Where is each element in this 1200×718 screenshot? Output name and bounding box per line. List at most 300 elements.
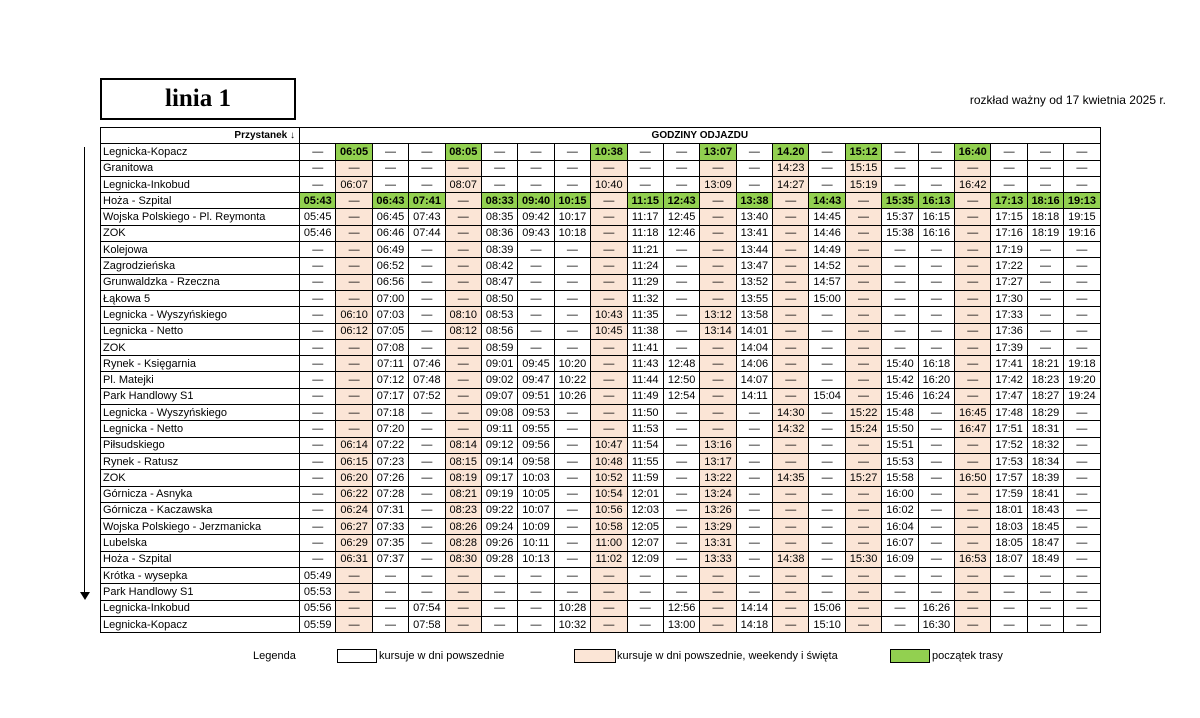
departure-time: 09:14 — [481, 453, 517, 469]
departure-time: — — [554, 551, 590, 567]
table-row — [101, 551, 1101, 567]
departure-time: 10:18 — [554, 225, 590, 241]
table-row — [101, 372, 1101, 388]
departure-time: 06:46 — [372, 225, 408, 241]
departure-time: — — [1064, 290, 1100, 306]
departure-time: 16:09 — [882, 551, 918, 567]
departure-time: 18:39 — [1027, 470, 1063, 486]
departure-time: — — [1027, 290, 1063, 306]
departure-time: — — [554, 437, 590, 453]
departure-time: 11:35 — [627, 307, 663, 323]
departure-time: 10:38 — [591, 144, 627, 160]
departure-time: — — [300, 323, 336, 339]
departure-time: — — [845, 290, 881, 306]
departure-time: 05:49 — [300, 568, 336, 584]
departure-time: — — [591, 290, 627, 306]
departure-time: 15:00 — [809, 290, 845, 306]
departure-time: — — [518, 274, 554, 290]
departure-time: — — [918, 258, 954, 274]
departure-time: — — [591, 356, 627, 372]
departure-time: — — [591, 372, 627, 388]
departure-time: 10:54 — [591, 486, 627, 502]
departure-time: — — [372, 176, 408, 192]
table-row — [101, 290, 1101, 306]
departure-time: — — [736, 160, 772, 176]
departure-time: 09:43 — [518, 225, 554, 241]
departure-time: 18:34 — [1027, 453, 1063, 469]
departure-time: — — [918, 502, 954, 518]
departure-time: 14:11 — [736, 388, 772, 404]
departure-time: — — [882, 307, 918, 323]
departure-time: — — [663, 307, 699, 323]
departure-time: — — [409, 323, 445, 339]
departure-time: — — [300, 144, 336, 160]
departure-time: 18:32 — [1027, 437, 1063, 453]
departure-time: 14:04 — [736, 339, 772, 355]
departure-time: — — [845, 193, 881, 209]
departure-time: 19:13 — [1064, 193, 1100, 209]
departure-time: — — [663, 502, 699, 518]
departure-time: 14:52 — [809, 258, 845, 274]
departure-time: — — [773, 437, 809, 453]
stop-name: Legnicka-Kopacz — [101, 616, 300, 632]
departure-time: 18:21 — [1027, 356, 1063, 372]
departure-time: — — [663, 453, 699, 469]
departure-time: — — [845, 307, 881, 323]
departure-time: 17:15 — [991, 209, 1027, 225]
departure-time: — — [955, 209, 991, 225]
departure-time: — — [700, 421, 736, 437]
departure-time: 18:47 — [1027, 535, 1063, 551]
departure-time: — — [882, 258, 918, 274]
departure-time: — — [663, 144, 699, 160]
departure-time: — — [300, 176, 336, 192]
departure-time: — — [1064, 144, 1100, 160]
departure-time: 08:05 — [445, 144, 481, 160]
departure-time: — — [1064, 274, 1100, 290]
departure-time: — — [700, 356, 736, 372]
departure-time: — — [409, 258, 445, 274]
departure-time: 13:58 — [736, 307, 772, 323]
departure-time: — — [409, 486, 445, 502]
departure-time: — — [882, 176, 918, 192]
departure-time: 15:40 — [882, 356, 918, 372]
legend-route-start-swatch — [890, 649, 930, 663]
departure-time: — — [1027, 616, 1063, 632]
departure-time: — — [445, 600, 481, 616]
departure-time: — — [445, 193, 481, 209]
departure-time: — — [700, 372, 736, 388]
departure-time: 15:30 — [845, 551, 881, 567]
departure-time: 18:07 — [991, 551, 1027, 567]
departure-time: 06:31 — [336, 551, 372, 567]
departure-time: 14:14 — [736, 600, 772, 616]
departure-time: — — [409, 470, 445, 486]
departure-time: 10:09 — [518, 519, 554, 535]
departure-time: — — [809, 339, 845, 355]
validity-date: rozkład ważny od 17 kwietnia 2025 r. — [969, 93, 1166, 107]
departure-time: — — [409, 535, 445, 551]
departure-time: 06:12 — [336, 323, 372, 339]
departure-time: — — [918, 421, 954, 437]
departure-time: 16:42 — [955, 176, 991, 192]
departure-time: — — [409, 160, 445, 176]
departure-time: 08:33 — [481, 193, 517, 209]
departure-time: — — [773, 209, 809, 225]
departure-time: 09:47 — [518, 372, 554, 388]
direction-arrow-icon — [80, 592, 90, 600]
departure-time: 12:45 — [663, 209, 699, 225]
departure-time: 17:52 — [991, 437, 1027, 453]
stop-name: Wojska Polskiego - Jerzmanicka — [101, 519, 300, 535]
departure-time: 13:26 — [700, 502, 736, 518]
departure-time: — — [300, 307, 336, 323]
departure-time: — — [554, 323, 590, 339]
departure-time: — — [773, 502, 809, 518]
stop-name: Grunwaldzka - Rzeczna — [101, 274, 300, 290]
departure-time: — — [300, 258, 336, 274]
departure-time: — — [700, 258, 736, 274]
departure-time: — — [300, 486, 336, 502]
table-row — [101, 405, 1101, 421]
departure-time: 08:07 — [445, 176, 481, 192]
departure-time: — — [372, 584, 408, 600]
departure-time: — — [518, 144, 554, 160]
departure-time: — — [700, 568, 736, 584]
departure-time: 07:41 — [409, 193, 445, 209]
departure-time: 12:05 — [627, 519, 663, 535]
departure-time: — — [809, 568, 845, 584]
departure-time: 18:18 — [1027, 209, 1063, 225]
departure-time: — — [336, 421, 372, 437]
departure-time: — — [409, 144, 445, 160]
departure-time: 14:38 — [773, 551, 809, 567]
departure-time: — — [1064, 551, 1100, 567]
departure-time: 15:51 — [882, 437, 918, 453]
departure-time: — — [991, 584, 1027, 600]
departure-time: 14:18 — [736, 616, 772, 632]
departure-time: — — [773, 519, 809, 535]
departure-time: — — [845, 535, 881, 551]
departure-time: — — [663, 339, 699, 355]
departure-time: — — [336, 600, 372, 616]
departure-time: 15:06 — [809, 600, 845, 616]
departure-time: — — [409, 421, 445, 437]
departure-time: 12:43 — [663, 193, 699, 209]
departure-time: 11:02 — [591, 551, 627, 567]
departure-time: — — [700, 339, 736, 355]
departure-time: 18:19 — [1027, 225, 1063, 241]
departure-time: — — [736, 405, 772, 421]
departure-time: — — [300, 356, 336, 372]
departure-time: 07:26 — [372, 470, 408, 486]
departure-time: 15:48 — [882, 405, 918, 421]
departure-time: 15:15 — [845, 160, 881, 176]
departure-time: 11:41 — [627, 339, 663, 355]
departure-time: — — [809, 356, 845, 372]
departure-time: — — [918, 290, 954, 306]
departure-time: 11:15 — [627, 193, 663, 209]
departure-time: 13:24 — [700, 486, 736, 502]
departure-time: 10:17 — [554, 209, 590, 225]
departure-time: 11:43 — [627, 356, 663, 372]
departure-time: — — [918, 176, 954, 192]
departure-time: 07:43 — [409, 209, 445, 225]
stop-name: Lubelska — [101, 535, 300, 551]
departure-time: 09:58 — [518, 453, 554, 469]
departure-time: 07:46 — [409, 356, 445, 372]
departure-time: — — [1064, 242, 1100, 258]
departure-time: — — [336, 290, 372, 306]
departure-time: — — [300, 405, 336, 421]
departure-time: — — [591, 600, 627, 616]
departure-time: — — [663, 405, 699, 421]
departure-time: — — [918, 144, 954, 160]
departure-time: — — [700, 242, 736, 258]
departure-time: — — [591, 209, 627, 225]
departure-time: — — [336, 568, 372, 584]
table-row — [101, 388, 1101, 404]
departure-time: 14:35 — [773, 470, 809, 486]
departure-time: 11:17 — [627, 209, 663, 225]
departure-time: 09:51 — [518, 388, 554, 404]
departure-time: — — [663, 470, 699, 486]
departure-time: — — [554, 144, 590, 160]
departure-time: — — [700, 193, 736, 209]
departure-time: — — [773, 290, 809, 306]
departure-time: — — [955, 600, 991, 616]
stop-name: Legnicka - Wyszyńskiego — [101, 405, 300, 421]
departure-time: — — [845, 225, 881, 241]
departure-time: 15:37 — [882, 209, 918, 225]
departure-time: 11:55 — [627, 453, 663, 469]
departure-time: 19:24 — [1064, 388, 1100, 404]
departure-time: — — [445, 584, 481, 600]
departure-time: 11:29 — [627, 274, 663, 290]
departure-time: — — [845, 323, 881, 339]
departure-time: — — [518, 600, 554, 616]
departure-time: 16:40 — [955, 144, 991, 160]
departure-time: — — [955, 535, 991, 551]
departure-time: — — [518, 176, 554, 192]
departure-time: 09:07 — [481, 388, 517, 404]
departure-time: — — [845, 453, 881, 469]
departure-time: 10:32 — [554, 616, 590, 632]
departure-time: — — [1064, 584, 1100, 600]
departure-time: 17:59 — [991, 486, 1027, 502]
departure-time: 16:50 — [955, 470, 991, 486]
departure-time: — — [336, 405, 372, 421]
departure-time: 15:22 — [845, 405, 881, 421]
header-row — [101, 128, 1101, 144]
departure-time: 17:19 — [991, 242, 1027, 258]
departure-time: 19:18 — [1064, 356, 1100, 372]
table-row — [101, 339, 1101, 355]
departure-time: — — [445, 160, 481, 176]
departure-time: 13:09 — [700, 176, 736, 192]
departure-time: — — [845, 242, 881, 258]
departure-time: — — [409, 242, 445, 258]
departure-time: — — [372, 160, 408, 176]
departure-time: 14:27 — [773, 176, 809, 192]
departure-time: 10:20 — [554, 356, 590, 372]
departure-time: — — [663, 160, 699, 176]
departure-time: 09:01 — [481, 356, 517, 372]
line-title: linia 1 — [100, 78, 296, 120]
departure-time: 06:24 — [336, 502, 372, 518]
departure-time: — — [481, 600, 517, 616]
departure-time: 08:35 — [481, 209, 517, 225]
departure-time: 07:11 — [372, 356, 408, 372]
table-row — [101, 421, 1101, 437]
departure-time: — — [300, 372, 336, 388]
departure-time: — — [736, 453, 772, 469]
departure-time: — — [845, 616, 881, 632]
departure-time: — — [955, 388, 991, 404]
departure-time: 18:23 — [1027, 372, 1063, 388]
departure-time: — — [1064, 323, 1100, 339]
departure-time: — — [955, 274, 991, 290]
departure-time: 15:24 — [845, 421, 881, 437]
stop-name: Park Handlowy S1 — [101, 388, 300, 404]
departure-time: 08:21 — [445, 486, 481, 502]
departure-time: 10:45 — [591, 323, 627, 339]
table-row — [101, 616, 1101, 632]
departure-time: — — [809, 160, 845, 176]
departure-time: 11:00 — [591, 535, 627, 551]
departure-time: 16:24 — [918, 388, 954, 404]
departure-time: — — [445, 274, 481, 290]
departure-time: — — [1064, 486, 1100, 502]
table-row — [101, 144, 1101, 160]
departure-time: — — [518, 323, 554, 339]
departure-time: 14:30 — [773, 405, 809, 421]
stop-name: Krótka - wysepka — [101, 568, 300, 584]
departure-time: 05:43 — [300, 193, 336, 209]
departure-time: — — [627, 144, 663, 160]
departure-time: 15:04 — [809, 388, 845, 404]
departure-time: — — [918, 437, 954, 453]
departure-time: — — [554, 274, 590, 290]
departure-time: — — [445, 339, 481, 355]
departure-time: 08:50 — [481, 290, 517, 306]
departure-time: — — [918, 405, 954, 421]
legend-route-start-label: początek trasy — [932, 650, 1003, 662]
departure-time: 14:06 — [736, 356, 772, 372]
departure-time: — — [809, 323, 845, 339]
stop-name: Legnicka-Kopacz — [101, 144, 300, 160]
departure-time: 09:12 — [481, 437, 517, 453]
departure-time: — — [591, 258, 627, 274]
departure-time: — — [300, 535, 336, 551]
table-row — [101, 209, 1101, 225]
departure-time: 19:15 — [1064, 209, 1100, 225]
departure-time: 07:23 — [372, 453, 408, 469]
departure-time: 10:43 — [591, 307, 627, 323]
departure-time: — — [809, 372, 845, 388]
departure-time: — — [809, 470, 845, 486]
departure-time: — — [554, 258, 590, 274]
departure-time: 06:05 — [336, 144, 372, 160]
departure-time: — — [1027, 176, 1063, 192]
table-row — [101, 568, 1101, 584]
departure-time: — — [882, 290, 918, 306]
stop-name: ZOK — [101, 225, 300, 241]
departure-time: 09:55 — [518, 421, 554, 437]
departure-time: — — [1064, 502, 1100, 518]
departure-time: — — [918, 339, 954, 355]
departure-time: — — [918, 307, 954, 323]
departure-time: 17:33 — [991, 307, 1027, 323]
departure-time: — — [1027, 323, 1063, 339]
departure-time: — — [336, 258, 372, 274]
departure-time: — — [445, 258, 481, 274]
departure-time: 08:36 — [481, 225, 517, 241]
direction-arrow-line — [84, 147, 85, 596]
timetable-table — [100, 127, 1101, 633]
departure-time: — — [445, 421, 481, 437]
stop-name: Rynek - Księgarnia — [101, 356, 300, 372]
departure-time: 14:07 — [736, 372, 772, 388]
departure-time: 10:03 — [518, 470, 554, 486]
departure-time: — — [409, 437, 445, 453]
departure-time: 12:54 — [663, 388, 699, 404]
departure-time: 11:59 — [627, 470, 663, 486]
departure-time: — — [627, 568, 663, 584]
departure-time: — — [1027, 600, 1063, 616]
departure-time: — — [409, 519, 445, 535]
stop-name: Hoża - Szpital — [101, 193, 300, 209]
departure-time: 16:16 — [918, 225, 954, 241]
table-row — [101, 600, 1101, 616]
departure-time: — — [700, 584, 736, 600]
departure-time: 17:47 — [991, 388, 1027, 404]
departure-time: — — [845, 372, 881, 388]
departure-time: — — [773, 535, 809, 551]
departure-time: 17:57 — [991, 470, 1027, 486]
stop-name: Legnicka-Inkobud — [101, 176, 300, 192]
departure-time: 08:19 — [445, 470, 481, 486]
departure-time: 05:59 — [300, 616, 336, 632]
departure-time: — — [445, 372, 481, 388]
departure-time: 12:50 — [663, 372, 699, 388]
departure-time: — — [554, 486, 590, 502]
departure-time: — — [845, 519, 881, 535]
departure-time: 07:54 — [409, 600, 445, 616]
departure-time: — — [882, 160, 918, 176]
departure-time: — — [991, 144, 1027, 160]
departure-time: 12:56 — [663, 600, 699, 616]
departure-time: — — [845, 502, 881, 518]
departure-time: 15:10 — [809, 616, 845, 632]
departure-time: — — [918, 486, 954, 502]
departure-time: — — [663, 421, 699, 437]
departure-time: — — [1064, 600, 1100, 616]
departure-time: 06:52 — [372, 258, 408, 274]
departure-time: — — [1064, 421, 1100, 437]
departure-time: 18:16 — [1027, 193, 1063, 209]
departure-time: — — [736, 502, 772, 518]
departure-time: 18:41 — [1027, 486, 1063, 502]
departure-time: — — [882, 339, 918, 355]
departure-time: — — [918, 453, 954, 469]
departure-time: — — [773, 372, 809, 388]
departure-time: — — [955, 242, 991, 258]
departure-time: — — [991, 160, 1027, 176]
departure-time: 07:31 — [372, 502, 408, 518]
departure-time: 08:30 — [445, 551, 481, 567]
departure-time: — — [481, 160, 517, 176]
